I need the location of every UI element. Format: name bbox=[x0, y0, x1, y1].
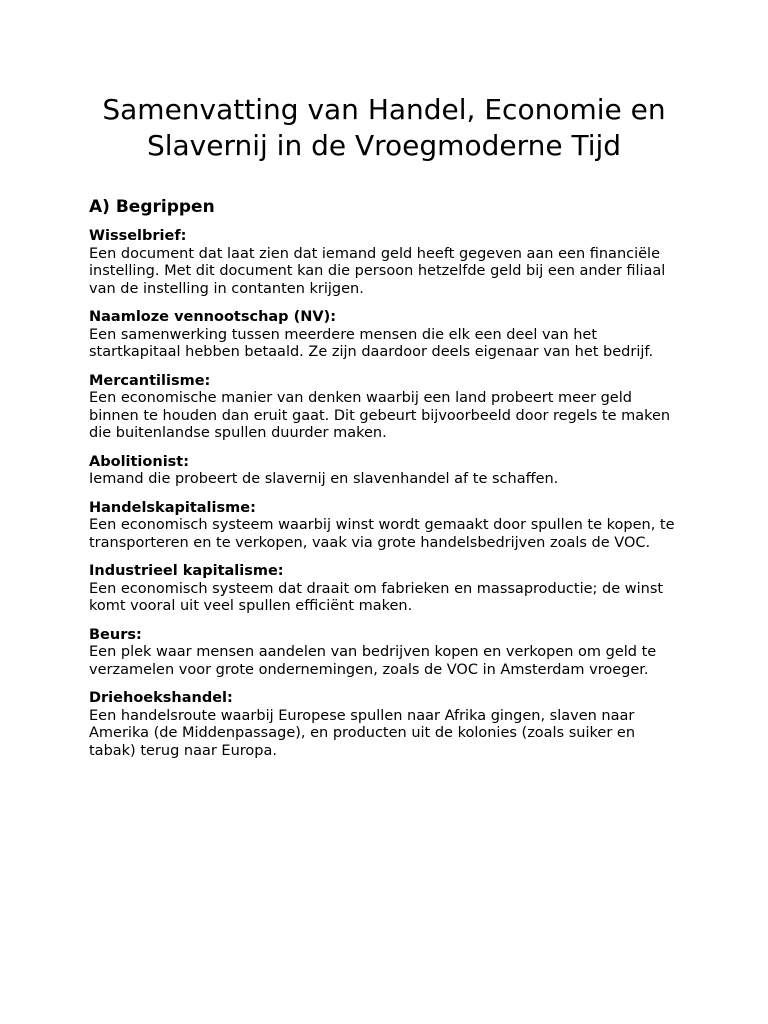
term-driehoekshandel bbox=[89, 690, 679, 760]
term-name: Mercantilisme: bbox=[89, 372, 211, 389]
term-name: Wisselbrief: bbox=[89, 228, 187, 244]
term-mercantilisme bbox=[89, 373, 679, 443]
term-definition: Een economische manier van denken waarbij een land probeert meer geld binnen te houden dan eruit gaat. Dit gebeurt bijvoorbeeld door regels te maken die buitenlandse spullen duurder maken. bbox=[89, 390, 671, 441]
terms-list bbox=[89, 228, 679, 760]
term-definition: Een handelsroute waarbij Europese spullen naar Afrika gingen, slaven naar Amerika (de Middenpassage), en producten uit de kolonies (zoals suiker en tabak) terug naar Europa. bbox=[89, 707, 636, 759]
term-definition: Een samenwerking tussen meerdere mensen die elk een deel van het startkapitaal hebben betaald. Ze zijn daardoor deels eigenaar van het bedrijf. bbox=[89, 326, 654, 360]
term-name: Abolitionist: bbox=[89, 453, 190, 470]
term-definition: Een plek waar mensen aandelen van bedrijven kopen en verkopen om geld te verzamelen voor grote ondernemingen, zoals de VOC in Amsterdam vroeger. bbox=[89, 644, 657, 678]
term-definition: Een document dat laat zien dat iemand geld heeft gegeven aan een financiële instelling. Met dit document kan die persoon hetzelfde geld bij een ander filiaal van de instelling in contanten krijgen. bbox=[89, 245, 666, 297]
title-line-2: Slavernij in de Vroegmoderne Tijd bbox=[146, 129, 622, 162]
title-line-1: Samenvatting van Handel, Economie en bbox=[102, 93, 666, 126]
term-industrieel-kapitalisme bbox=[89, 563, 679, 616]
term-name: Handelskapitalisme: bbox=[89, 499, 256, 516]
term-definition: Een economisch systeem waarbij winst wordt gemaakt door spullen te kopen, te transporteren en te verkopen, vaak via grote handelsbedrijven zoals de VOC. bbox=[89, 517, 675, 551]
term-definition: Iemand die probeert de slavernij en slavenhandel af te schaffen. bbox=[89, 471, 559, 487]
term-naamloze-vennootschap bbox=[89, 309, 679, 362]
section-heading: A) Begrippen bbox=[89, 197, 215, 217]
term-wisselbrief bbox=[89, 228, 679, 298]
term-beurs bbox=[89, 627, 679, 680]
term-handelskapitalisme bbox=[89, 500, 679, 553]
term-definition: Een economisch systeem dat draait om fabrieken en massaproductie; de winst komt vooral uit veel spullen efficiënt maken. bbox=[89, 580, 664, 614]
term-name: Naamloze vennootschap (NV): bbox=[89, 309, 337, 325]
term-abolitionist bbox=[89, 454, 679, 489]
document-title bbox=[89, 0, 679, 164]
term-name: Industrieel kapitalisme: bbox=[89, 563, 284, 579]
term-name: Driehoekshandel: bbox=[89, 690, 233, 706]
term-name: Beurs: bbox=[89, 626, 142, 643]
